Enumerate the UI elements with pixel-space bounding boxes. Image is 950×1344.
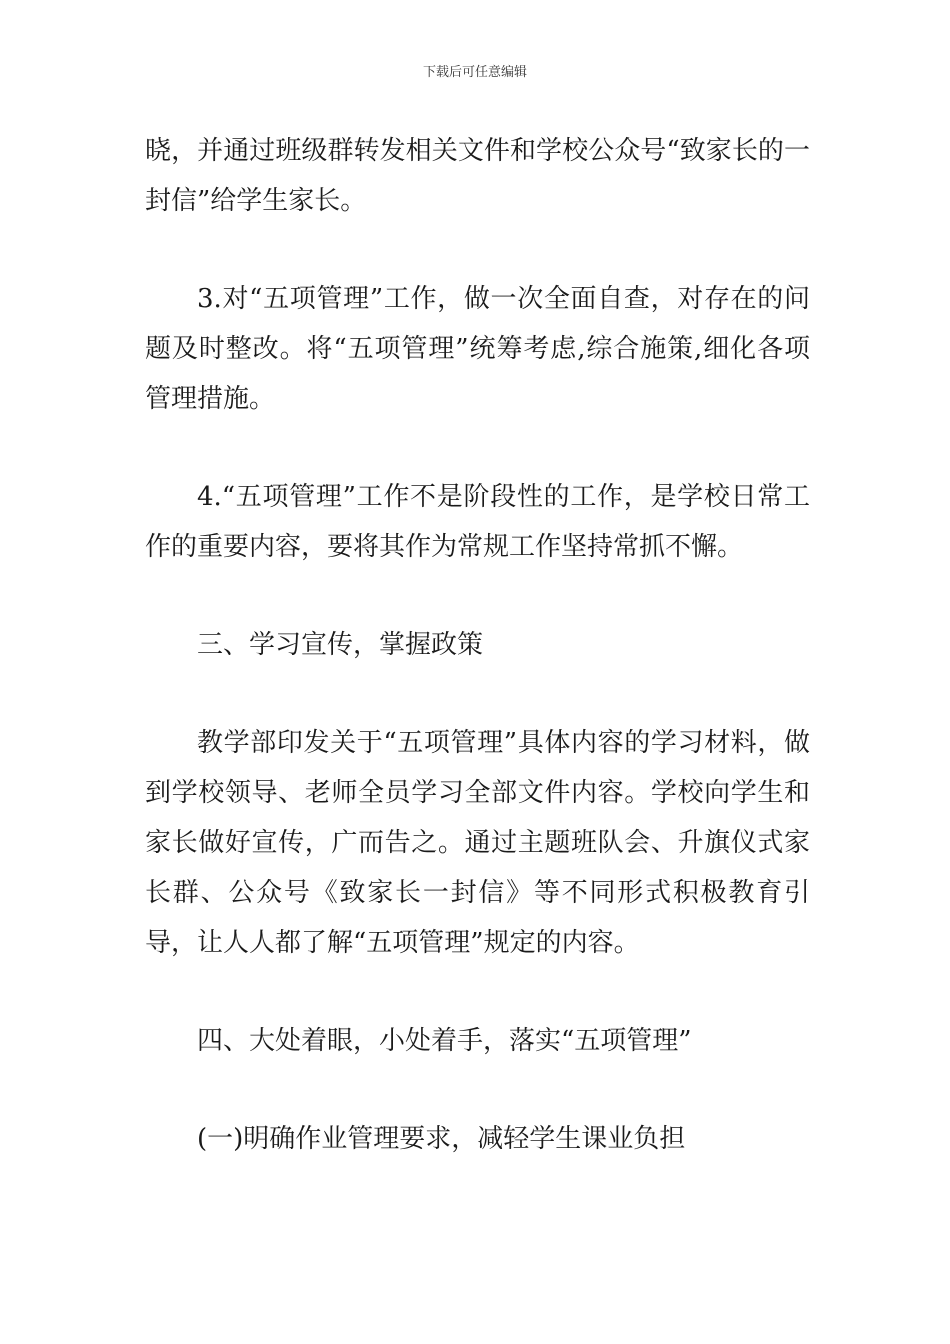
document-body	[145, 126, 810, 1164]
paragraph-4: 教学部印发关于“五项管理”具体内容的学习材料，做到学校领导、老师全员学习全部文件内容。学校向学生和家长做好宣传，广而告之。通过主题班队会、升旗仪式家长群、公众号《致家长一封信》等不同形式积极教育引导，让人人都了解“五项管理”规定的内容。	[145, 728, 810, 958]
subsection-heading-1: (一)明确作业管理要求，减轻学生课业负担	[197, 1124, 686, 1154]
page-header-note: 下载后可任意编辑	[422, 65, 527, 80]
paragraph-2: 3.对“五项管理”工作，做一次全面自查，对存在的问题及时整改。将“五项管理”统筹考虑,综合施策,细化各项管理措施。	[145, 284, 810, 414]
section-heading-3: 三、学习宣传，掌握政策	[197, 630, 484, 660]
paragraph-3: 4.“五项管理”工作不是阶段性的工作，是学校日常工作的重要内容，要将其作为常规工作坚持常抓不懈。	[145, 482, 810, 562]
paragraph-1: 晓，并通过班级群转发相关文件和学校公众号“致家长的一封信”给学生家长。	[145, 136, 810, 216]
section-heading-4: 四、大处着眼，小处着手，落实“五项管理”	[197, 1026, 692, 1056]
